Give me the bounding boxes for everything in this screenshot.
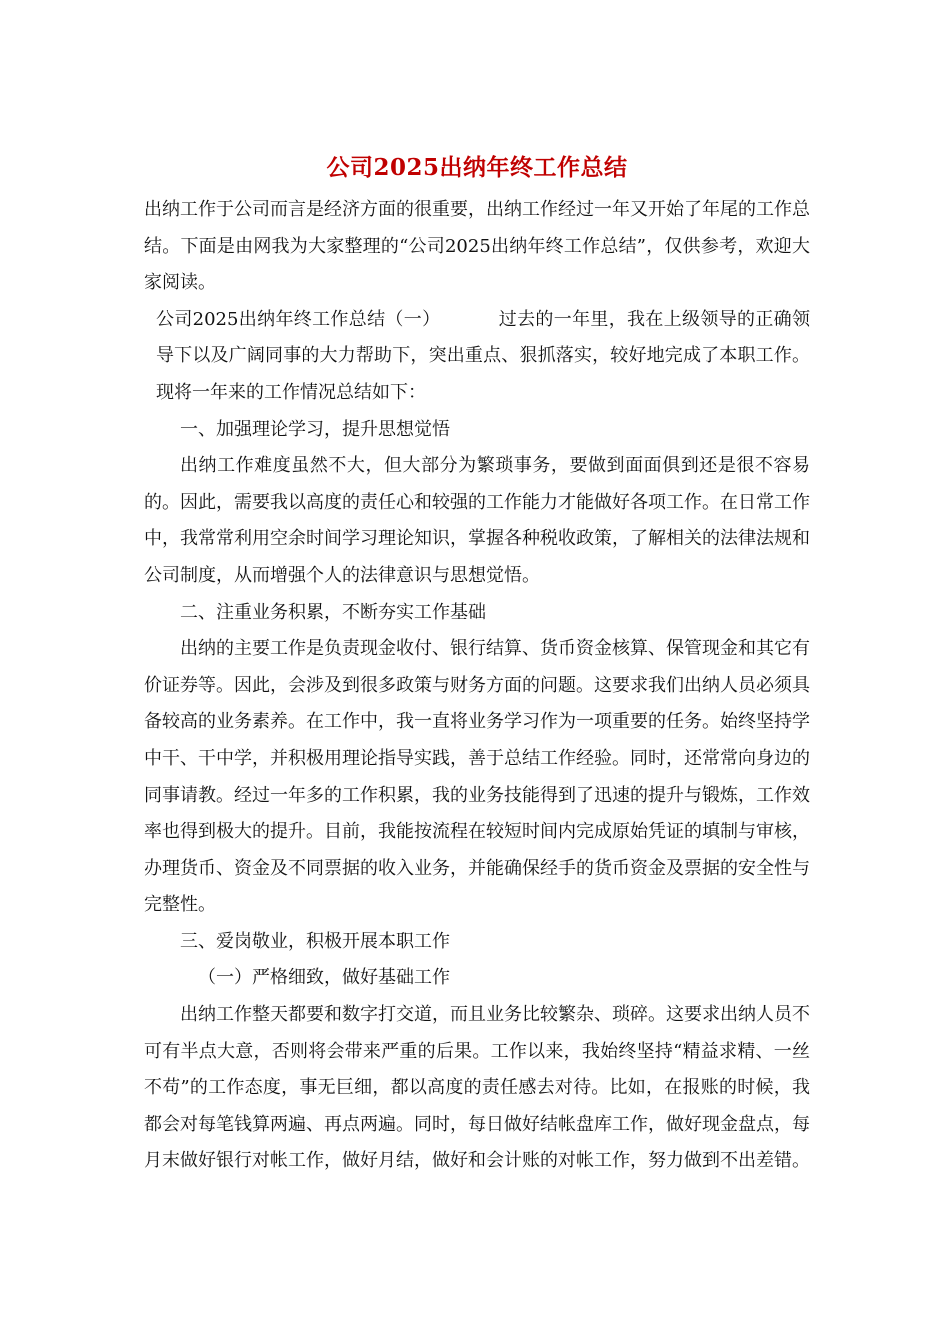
intro-paragraph: 出纳工作于公司而言是经济方面的很重要，出纳工作经过一年又开始了年尾的工作总结。下面是由网我为大家整理的“公司2025出纳年终工作总结”，仅供参考，欢迎大家阅读。 — [144, 199, 810, 294]
document-title: 公司2025出纳年终工作总结 — [326, 154, 628, 181]
heading-one: 一、加强理论学习，提升思想觉悟 — [180, 418, 450, 440]
paragraph-two: 出纳的主要工作是负责现金收付、银行结算、货币资金核算、保管现金和其它有价证券等。因此，会涉及到很多政策与财务方面的问题。这要求我们出纳人员必须具备较高的业务素养。在工作中，我一直将业务学习作为一项重要的任务。始终坚持学中干、干中学，并积极用理论指导实践，善于总结工作经验。同时，还常常向身边的同事请教。经过一年多的工作积累，我的业务技能得到了迅速的提升与锻炼，工作效率也得到极大的提升。目前，我能按流程在较短时间内完成原始凭证的填制与审核，办理货币、资金及不同票据的收入业务，并能确保经手的货币资金及票据的安全性与完整性。 — [144, 638, 810, 916]
heading-three: 三、爱岗敬业，积极开展本职工作 — [180, 930, 450, 952]
heading-two: 二、注重业务积累，不断夯实工作基础 — [180, 601, 486, 623]
section-one-opening: 过去的一年里，我在上级领导的正确领导下以及广阔同事的大力帮助下，突出重点、狠抓落实，较好地完成了本职工作。现将一年来的工作情况总结如下： — [156, 308, 811, 403]
subheading-three-one: （一）严格细致，做好基础工作 — [198, 967, 450, 989]
document-page — [144, 148, 810, 1180]
paragraph-one: 出纳工作难度虽然不大，但大部分为繁琐事务，要做到面面俱到还是很不容易的。因此，需要我以高度的责任心和较强的工作能力才能做好各项工作。在日常工作中，我常常利用空余时间学习理论知识，掌握各种税收政策，了解相关的法律法规和公司制度，从而增强个人的法律意识与思想觉悟。 — [144, 455, 810, 586]
section-one-paragraph — [144, 302, 810, 412]
paragraph-three: 出纳工作整天都要和数字打交道，而且业务比较繁杂、琐碎。这要求出纳人员不可有半点大意，否则将会带来严重的后果。工作以来，我始终坚持“精益求精、一丝不苟”的工作态度，事无巨细，都以高度的责任感去对待。比如，在报账的时候，我都会对每笔钱算两遍、再点两遍。同时，每日做好结帐盘库工作，做好现金盘点，每月末做好银行对帐工作，做好月结，做好和会计账的对帐工作，努力做到不出差错。 — [144, 1004, 810, 1172]
section-one-heading: 公司2025出纳年终工作总结（一） — [156, 308, 441, 330]
